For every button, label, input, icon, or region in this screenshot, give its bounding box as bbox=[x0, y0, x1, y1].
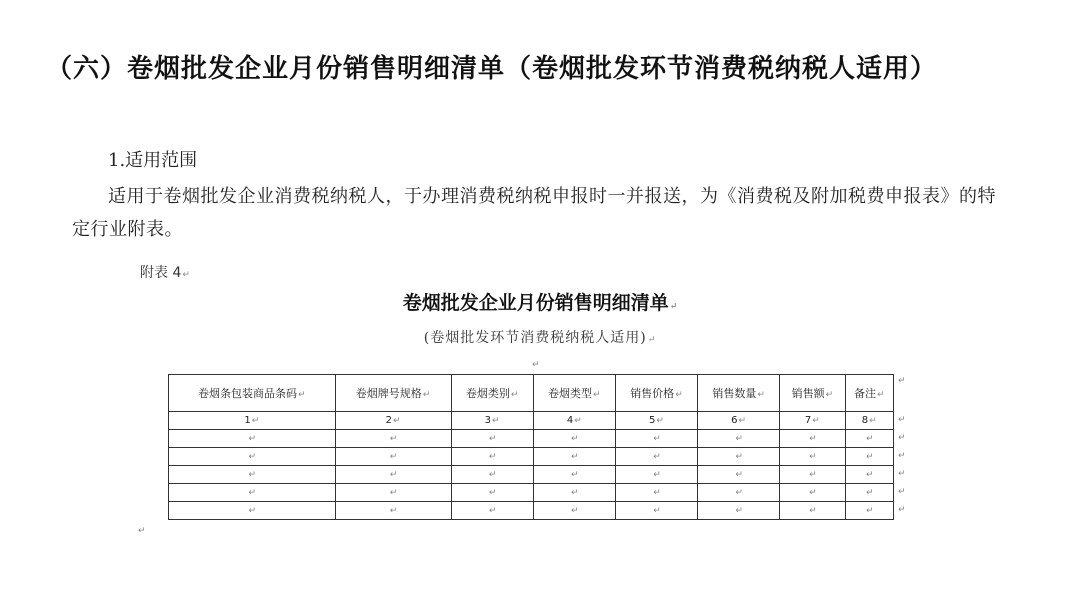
paragraph-mark-icon: ↵ bbox=[488, 470, 497, 480]
empty-cell bbox=[845, 466, 893, 484]
paragraph-mark-icon: ↵ bbox=[532, 360, 540, 370]
column-number-row bbox=[169, 412, 894, 430]
empty-cell bbox=[615, 502, 697, 520]
empty-cell bbox=[335, 448, 451, 466]
empty-cell bbox=[698, 448, 780, 466]
paragraph-mark-icon: ↵ bbox=[389, 434, 398, 444]
empty-cell bbox=[615, 430, 697, 448]
paragraph-mark-icon: ↵ bbox=[248, 434, 257, 444]
column-number: 7 bbox=[804, 415, 812, 426]
column-header bbox=[335, 375, 451, 412]
paragraph-mark-icon: ↵ bbox=[675, 390, 683, 400]
column-number-cell bbox=[615, 412, 697, 430]
column-number-cell bbox=[451, 412, 533, 430]
paragraph-mark-icon: ↵ bbox=[809, 452, 817, 462]
paragraph-mark-icon: ↵ bbox=[865, 434, 874, 444]
paragraph-mark-icon: ↵ bbox=[248, 452, 257, 462]
table-row bbox=[169, 466, 894, 484]
paragraph-mark-icon: ↵ bbox=[593, 390, 601, 400]
form-subtitle-text: (卷烟批发环节消费税纳税人适用) bbox=[423, 330, 647, 346]
paragraph-mark-icon: ↵ bbox=[735, 452, 743, 462]
paragraph-mark-icon: ↵ bbox=[182, 270, 190, 280]
sales-detail-table bbox=[168, 374, 894, 520]
column-header bbox=[698, 375, 780, 412]
paragraph-mark-icon: ↵ bbox=[809, 506, 817, 516]
paragraph-mark-icon: ↵ bbox=[809, 470, 817, 480]
paragraph-mark-icon: ↵ bbox=[488, 506, 497, 516]
table-row bbox=[169, 502, 894, 520]
column-number: 1 bbox=[244, 415, 251, 426]
column-header-label: 卷烟条包装商品条码 bbox=[198, 387, 298, 400]
column-header bbox=[615, 375, 697, 412]
empty-cell bbox=[451, 502, 533, 520]
column-number-cell bbox=[698, 412, 780, 430]
paragraph-mark-icon: ↵ bbox=[865, 452, 874, 462]
empty-cell bbox=[335, 484, 451, 502]
paragraph-mark-icon: ↵ bbox=[298, 390, 306, 400]
paragraph-mark-icon: ↵ bbox=[248, 470, 257, 480]
empty-cell bbox=[845, 448, 893, 466]
empty-cell bbox=[845, 430, 893, 448]
paragraph-mark-icon: ↵ bbox=[757, 390, 765, 400]
empty-cell bbox=[451, 484, 533, 502]
paragraph-mark-icon: ↵ bbox=[735, 470, 743, 480]
column-number-cell bbox=[845, 412, 893, 430]
empty-cell bbox=[169, 502, 336, 520]
empty-cell bbox=[698, 484, 780, 502]
column-number: 4 bbox=[566, 415, 574, 426]
column-number: 8 bbox=[861, 415, 869, 426]
paragraph-mark-icon: ↵ bbox=[898, 451, 906, 461]
empty-cell bbox=[335, 502, 451, 520]
paragraph-mark-icon: ↵ bbox=[248, 506, 257, 516]
column-number: 6 bbox=[731, 415, 738, 426]
paragraph-mark-icon: ↵ bbox=[898, 376, 906, 386]
paragraph-mark-icon: ↵ bbox=[389, 470, 398, 480]
paragraph-mark-icon: ↵ bbox=[488, 488, 497, 498]
empty-cell bbox=[451, 466, 533, 484]
column-number-cell bbox=[169, 412, 336, 430]
attachment-label-text: 附表 4 bbox=[140, 265, 182, 281]
paragraph-mark-icon: ↵ bbox=[735, 488, 743, 498]
paragraph-mark-icon: ↵ bbox=[492, 416, 500, 426]
empty-cell bbox=[169, 466, 336, 484]
empty-cell bbox=[698, 430, 780, 448]
column-number: 2 bbox=[385, 415, 392, 426]
table-row bbox=[169, 484, 894, 502]
paragraph-mark-icon: ↵ bbox=[389, 452, 398, 462]
paragraph-mark-icon: ↵ bbox=[653, 506, 661, 516]
paragraph-mark-icon: ↵ bbox=[898, 415, 906, 425]
empty-cell bbox=[533, 448, 615, 466]
column-header bbox=[845, 375, 893, 412]
empty-cell bbox=[780, 502, 845, 520]
paragraph-mark-icon: ↵ bbox=[809, 488, 817, 498]
empty-cell bbox=[169, 448, 336, 466]
paragraph-mark-icon: ↵ bbox=[389, 488, 398, 498]
empty-cell bbox=[335, 466, 451, 484]
column-number-cell bbox=[335, 412, 451, 430]
column-header bbox=[780, 375, 845, 412]
paragraph-mark-icon: ↵ bbox=[653, 488, 661, 498]
empty-cell bbox=[615, 484, 697, 502]
column-header-label: 销售数量 bbox=[712, 387, 757, 400]
paragraph-mark-icon: ↵ bbox=[865, 470, 874, 480]
paragraph-mark-icon: ↵ bbox=[653, 470, 661, 480]
paragraph-mark-icon: ↵ bbox=[251, 416, 260, 426]
paragraph-mark-icon: ↵ bbox=[669, 302, 678, 312]
paragraph-mark-icon: ↵ bbox=[422, 390, 431, 400]
column-number: 3 bbox=[484, 415, 492, 426]
empty-cell bbox=[451, 430, 533, 448]
paragraph-mark-icon: ↵ bbox=[647, 335, 657, 345]
column-number: 5 bbox=[649, 415, 656, 426]
paragraph-mark-icon: ↵ bbox=[898, 487, 906, 497]
empty-cell bbox=[533, 484, 615, 502]
empty-cell bbox=[615, 466, 697, 484]
empty-cell bbox=[533, 502, 615, 520]
paragraph-mark-icon: ↵ bbox=[571, 470, 579, 480]
table-header-row bbox=[169, 375, 894, 412]
section-title: （六）卷烟批发企业月份销售明细清单（卷烟批发环节消费税纳税人适用） bbox=[46, 54, 938, 84]
table-row bbox=[169, 448, 894, 466]
paragraph-mark-icon: ↵ bbox=[865, 506, 874, 516]
paragraph-mark-icon: ↵ bbox=[809, 434, 817, 444]
paragraph-mark-icon: ↵ bbox=[392, 416, 401, 426]
paragraph-mark-icon: ↵ bbox=[869, 416, 877, 426]
empty-cell bbox=[533, 430, 615, 448]
sub-heading-scope: 1.适用范围 bbox=[108, 150, 198, 171]
paragraph-mark-icon: ↵ bbox=[488, 452, 497, 462]
column-number-cell bbox=[780, 412, 845, 430]
table-body bbox=[169, 412, 894, 520]
paragraph-mark-icon: ↵ bbox=[248, 488, 257, 498]
column-header bbox=[451, 375, 533, 412]
paragraph-mark-icon: ↵ bbox=[571, 452, 579, 462]
empty-cell bbox=[845, 484, 893, 502]
paragraph-mark-icon: ↵ bbox=[735, 434, 743, 444]
paragraph-mark-icon: ↵ bbox=[656, 416, 664, 426]
column-header-label: 卷烟牌号规格 bbox=[355, 387, 422, 400]
paragraph-mark-icon: ↵ bbox=[571, 506, 579, 516]
column-number-cell bbox=[533, 412, 615, 430]
paragraph-mark-icon: ↵ bbox=[138, 526, 146, 536]
empty-cell bbox=[780, 484, 845, 502]
empty-cell bbox=[845, 502, 893, 520]
form-subtitle bbox=[0, 328, 1080, 350]
empty-cell bbox=[698, 502, 780, 520]
empty-cell bbox=[533, 466, 615, 484]
column-header-label: 卷烟类型 bbox=[548, 387, 593, 400]
paragraph-mark-icon: ↵ bbox=[735, 506, 743, 516]
empty-cell bbox=[169, 484, 336, 502]
paragraph-mark-icon: ↵ bbox=[574, 416, 582, 426]
empty-cell bbox=[615, 448, 697, 466]
scope-paragraph: 适用于卷烟批发企业消费税纳税人，于办理消费税纳税申报时一并报送，为《消费税及附加税费申报表》的特定行业附表。 bbox=[72, 186, 996, 240]
column-header-label: 卷烟类别 bbox=[465, 387, 510, 400]
column-header bbox=[533, 375, 615, 412]
paragraph-mark-icon: ↵ bbox=[812, 416, 820, 426]
paragraph-mark-icon: ↵ bbox=[653, 452, 661, 462]
paragraph-mark-icon: ↵ bbox=[653, 434, 661, 444]
paragraph-mark-icon: ↵ bbox=[738, 416, 747, 426]
form-title-text: 卷烟批发企业月份销售明细清单 bbox=[402, 292, 669, 314]
paragraph-mark-icon: ↵ bbox=[571, 488, 579, 498]
paragraph-mark-icon: ↵ bbox=[389, 506, 398, 516]
paragraph-mark-icon: ↵ bbox=[825, 390, 834, 400]
paragraph-mark-icon: ↵ bbox=[488, 434, 497, 444]
paragraph-mark-icon: ↵ bbox=[571, 434, 579, 444]
paragraph-mark-icon: ↵ bbox=[898, 433, 906, 443]
empty-cell bbox=[780, 466, 845, 484]
table-row bbox=[169, 430, 894, 448]
empty-cell bbox=[335, 430, 451, 448]
paragraph-mark-icon: ↵ bbox=[876, 390, 885, 400]
column-header-label: 备注 bbox=[853, 387, 876, 400]
paragraph-mark-icon: ↵ bbox=[898, 469, 906, 479]
column-header-label: 销售额 bbox=[791, 387, 825, 400]
empty-cell bbox=[780, 430, 845, 448]
paragraph-mark-icon: ↵ bbox=[898, 505, 906, 515]
empty-cell bbox=[698, 466, 780, 484]
empty-cell bbox=[451, 448, 533, 466]
empty-cell bbox=[780, 448, 845, 466]
empty-cell bbox=[169, 430, 336, 448]
form-title bbox=[0, 290, 1080, 320]
paragraph-mark-icon: ↵ bbox=[865, 488, 874, 498]
column-header bbox=[169, 375, 336, 412]
column-header-label: 销售价格 bbox=[630, 387, 675, 400]
attachment-label bbox=[140, 262, 190, 282]
paragraph-mark-icon: ↵ bbox=[510, 390, 519, 400]
